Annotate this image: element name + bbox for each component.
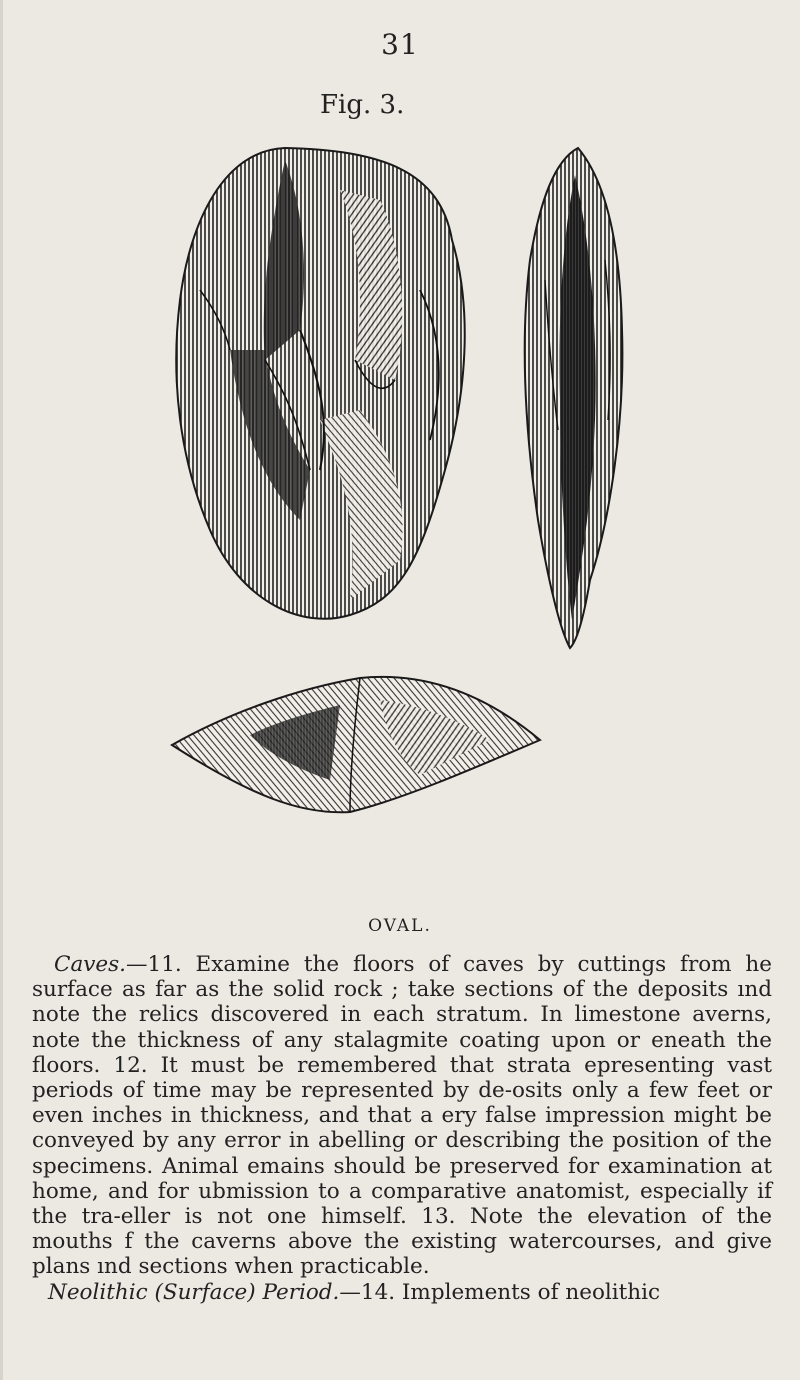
paragraph-caves (32, 952, 772, 1280)
paragraph-text: —11. Examine the floors of caves by cuttings from he surface as far as the solid rock ; take sections of the deposits ınd note the relics discovered in each stratum. In limestone averns, note the thickness of any stalagmite coating upon or eneath the floors. 12. It must be remembered that strata epresenting vast periods of time may be represented by de-osits only a few feet or even inches in thickness, and that a ery false impression might be conveyed by any error in abelling or describing the position of the specimens. Animal emains should be preserved for examination at home, and for ubmission to a comparative anatomist, especially if the tra-eller is not one himself. 13. Note the elevation of the mouths f the caverns above the existing watercourses, and give plans ınd sections when practicable. (32, 952, 772, 1280)
paragraph-text: —14. Implements of neolithic (339, 1279, 661, 1305)
oval-caption: OVAL. (368, 916, 432, 936)
paragraph-neolithic (32, 1280, 772, 1305)
body-text (32, 952, 772, 1305)
implement-oval-section (172, 677, 540, 812)
paragraph-heading: Caves. (54, 952, 127, 977)
paragraph-heading: Neolithic (Surface) Period. (48, 1279, 340, 1305)
page-number: 31 (381, 28, 419, 61)
figure-label: Fig. 3. (320, 90, 405, 120)
implement-side-view (525, 148, 623, 648)
implement-front-view (176, 148, 464, 619)
